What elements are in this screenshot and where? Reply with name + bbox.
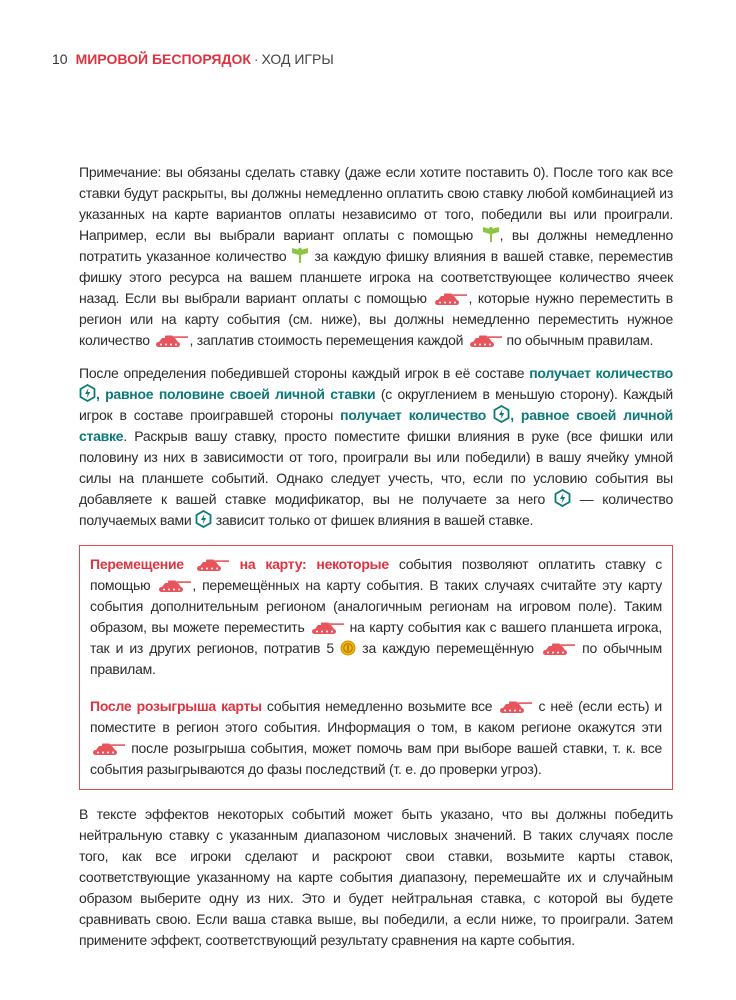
tank-icon: [540, 642, 576, 656]
flag-icon: [482, 225, 500, 243]
power-hex-icon: [79, 384, 96, 402]
callout-after-card: После розыгрыша карты события немедленно возьмите все с неё (если есть) и поместите в регион этого события. Информация о том, в каком регионе окажутся эти после розыгрыша события, может помочь вам при выборе вашей ставки, т. к. все события разыгрываются до фазы последствий (т. е. до проверки угроз).: [90, 698, 662, 777]
power-hex-icon: [195, 510, 212, 528]
book-title: МИРОВОЙ БЕСПОРЯДОК: [75, 51, 251, 67]
page-number: 10: [52, 51, 68, 67]
chapter-title: ХОД ИГРЫ: [261, 51, 334, 67]
winner-loser-paragraph: После определения победившей стороны каждый игрок в её составе получает количество , равное половине своей личной ставки (с округлением в меньшую сторону). Каждый игрок в составе проигравшей стороны получает количество , равное своей личной ставке. Раскрыв вашу ставку, просто поместите фишки влияния в руке (все фишки или половину из них в зависимости от того, проиграли вы или победили) в вашу ячейку умной силы на планшете событий. Однако следует учесть, что, если по условию события вы добавляете к вашей ставке модификатор, вы не получаете за него — количество получаемых вами зависит только от фишек влияния в вашей ставке.: [79, 365, 674, 528]
flag-icon: [291, 246, 309, 264]
body-text: [79, 162, 673, 951]
rules-callout-box: [79, 545, 673, 790]
tank-icon: [467, 334, 503, 348]
tank-icon: [90, 742, 126, 756]
running-header: [52, 50, 334, 68]
tank-icon: [153, 334, 189, 348]
coin-icon: [340, 640, 356, 656]
tank-icon: [156, 579, 192, 593]
callout-move-tanks: Перемещение на карту: некоторые события позволяют оплатить ставку с помощью , перемещённых на карту события. В таких случаях считайте эту карту события дополнительным регионом (аналогичным регионам на игровом поле). Таким образом, вы можете переместить на карту события как с вашего планшета игрока, так и из других регионов, потратив 5 за каждую перемещённую по обычным правилам.: [90, 556, 663, 677]
tank-icon: [194, 558, 230, 572]
tank-icon: [309, 621, 345, 635]
note-paragraph: Примечание: вы обязаны сделать ставку (даже если хотите поставить 0). После того как все ставки будут раскрыты, вы должны немедленно оплатить свою ставку любой комбинацией из указанных на карте вариантов оплаты независимо от того, победили вы или проиграли. Например, если вы выбрали вариант оплаты с помощью , вы должны немедленно потратить указанное количество за каждую фишку влияния в вашей ставке, переместив фишку этого ресурса на вашем планшете игрока на соответствующее количество ячеек назад. Если вы выбрали вариант оплаты с помощью , которые нужно переместить в регион или на карту события (см. ниже), вы должны немедленно переместить нужное количество , заплатив стоимость перемещения каждой по обычным правилам.: [79, 164, 674, 348]
neutral-bet-paragraph: В тексте эффектов некоторых событий может быть указано, что вы должны победить нейтральную ставку с указанным диапазоном числовых значений. В таких случаях после того, как все игроки сделают и раскроют свои ставки, возьмите карты ставок, соответствующие указанному на карте события диапазону, перемешайте их и случайным образом выберите одну из них. Это и будет нейтральная ставка, с которой вы будете сравнивать свою. Если ваша ставка выше, вы победили, а если ниже, то проиграли. Затем примените эффект, соответствующий результату сравнения на карте события.: [79, 806, 673, 948]
tank-icon: [497, 700, 533, 714]
tank-icon: [432, 292, 468, 306]
power-hex-icon: [493, 405, 510, 423]
power-hex-icon: [554, 489, 571, 507]
header-separator: ·: [253, 51, 259, 67]
